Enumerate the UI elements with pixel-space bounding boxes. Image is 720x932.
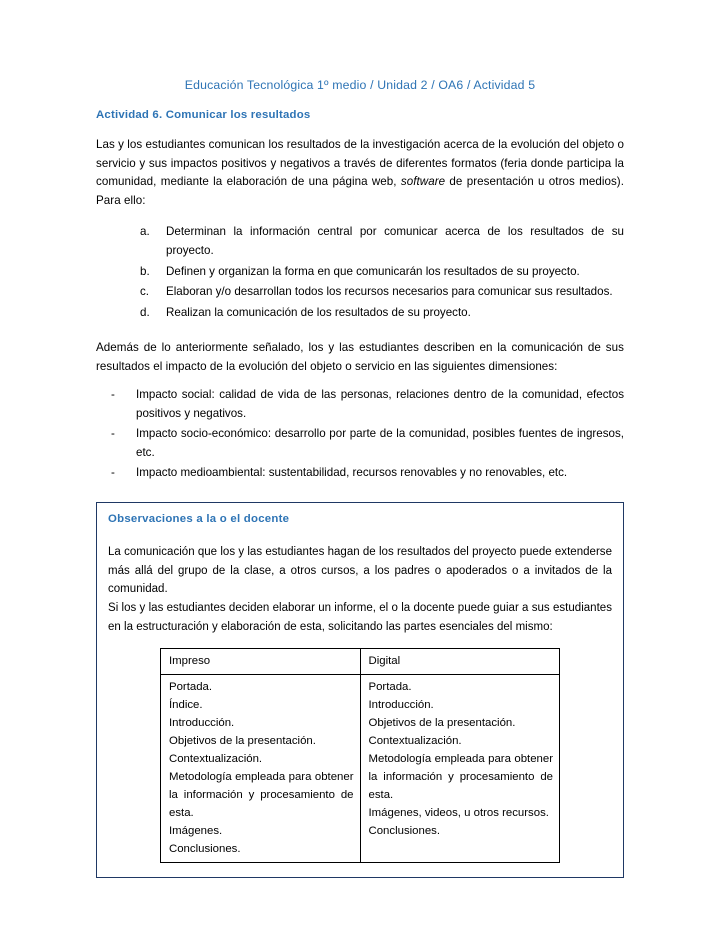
- report-parts-table: [160, 648, 560, 863]
- cell-digital-items: [360, 675, 560, 863]
- intro-text-part-1: Las y los estudiantes comunican los resultados de la investigación acerca de la evolución del objeto o servicio y sus impactos positivos y negativos a través de diferentes formatos (feria donde participa la comunidad, mediante la elaboración de una página web,: [96, 137, 624, 189]
- list-item: Elaboran y/o desarrollan todos los recursos necesarios para comunicar sus resultados.: [166, 285, 613, 299]
- column-header-digital: Digital: [360, 649, 560, 675]
- list-item: Metodología empleada para obtener la información y procesamiento de esta.: [368, 753, 553, 802]
- table-row: [161, 675, 560, 863]
- list-item: Objetivos de la presentación.: [368, 717, 516, 730]
- list-item: Introducción.: [368, 699, 434, 712]
- dimensions-intro-paragraph: Además de lo anteriormente señalado, los y las estudiantes describen en la comunicación de sus resultados el impacto de la evolución del objeto o servicio en las siguientes dimensiones:: [96, 340, 624, 373]
- list-item: Portada.: [368, 681, 412, 694]
- breadcrumb: Educación Tecnológica 1º medio / Unidad 2 / OA6 / Actividad 5: [184, 78, 536, 92]
- impreso-item-list: [169, 678, 354, 858]
- page-title: Actividad 6. Comunicar los resultados: [96, 108, 311, 121]
- intro-italic-term: software: [400, 175, 446, 189]
- steps-list: [96, 223, 624, 323]
- list-item: Objetivos de la presentación.: [169, 735, 316, 748]
- cell-impreso-items: [161, 675, 361, 863]
- intro-paragraph: [96, 136, 624, 211]
- list-item: - Impacto medioambiental: sustentabilidad, recursos renovables y no renovables, etc.: [110, 464, 624, 483]
- list-item: Portada.: [169, 681, 213, 694]
- digital-item-list: [369, 678, 554, 840]
- list-item: Contextualización.: [368, 735, 462, 748]
- list-item: Conclusiones.: [368, 825, 441, 838]
- dimensions-list: [96, 386, 624, 482]
- list-item: Imágenes.: [169, 825, 223, 838]
- list-item: Determinan la información central por comunicar acerca de los resultados de su proyecto.: [166, 224, 624, 257]
- list-item: Conclusiones.: [169, 843, 241, 856]
- teacher-observations-box: [96, 502, 624, 878]
- intro-text-part-2: de presentación u otros medios). Para ello:: [96, 175, 624, 208]
- table-header-row: [161, 649, 560, 675]
- list-item: Definen y organizan la forma en que comunicarán los resultados de su proyecto.: [166, 264, 580, 278]
- list-item: Contextualización.: [169, 753, 263, 766]
- list-item: Introducción.: [169, 717, 235, 730]
- observations-title: Observaciones a la o el docente: [108, 513, 290, 526]
- observations-paragraph-1: La comunicación que los y las estudiantes hagan de los resultados del proyecto puede extenderse más allá del grupo de la clase, a otros cursos, a los padres o apoderados o a invitados de la comunidad.: [108, 546, 612, 596]
- list-item: Índice.: [169, 699, 203, 712]
- list-item: - Impacto socio-económico: desarrollo por parte de la comunidad, posibles fuentes de ingresos, etc.: [110, 425, 624, 463]
- list-item: - Impacto social: calidad de vida de las personas, relaciones dentro de la comunidad, efectos positivos y negativos.: [110, 386, 624, 424]
- list-item: Imágenes, videos, u otros recursos.: [368, 807, 549, 820]
- observations-paragraph-2: Si los y las estudiantes deciden elaborar un informe, el o la docente puede guiar a sus estudiantes en la estructuración y elaboración de esta, solicitando las partes esenciales del mismo:: [108, 602, 612, 633]
- column-header-impreso: Impreso: [161, 649, 361, 675]
- list-item: Metodología empleada para obtener la información y procesamiento de esta.: [169, 771, 354, 820]
- list-item: Realizan la comunicación de los resultados de su proyecto.: [166, 306, 471, 320]
